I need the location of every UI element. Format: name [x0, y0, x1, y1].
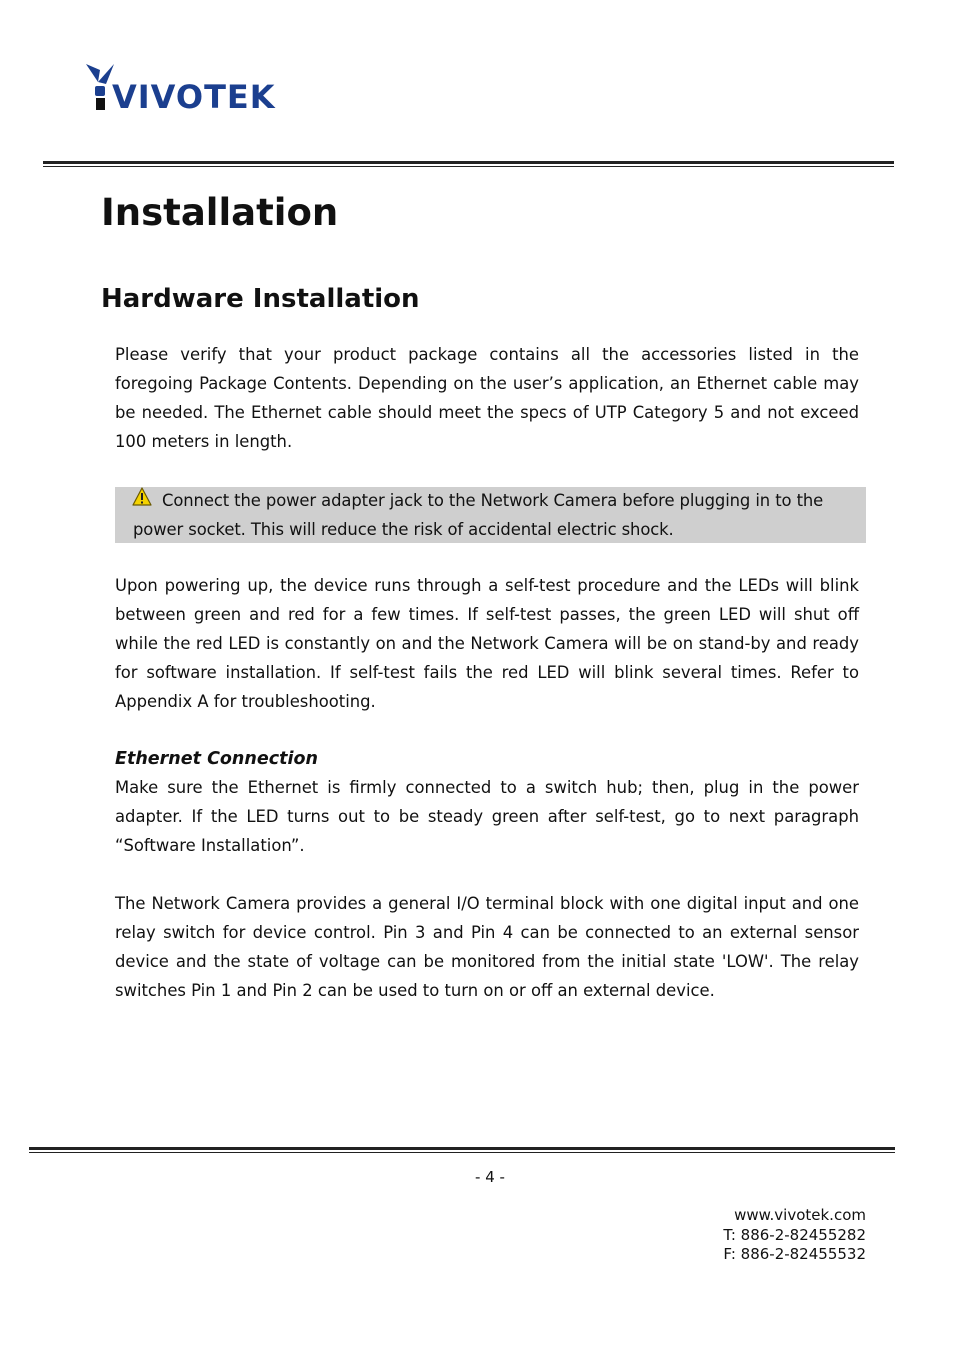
intro-paragraph: Please verify that your product package contains all the accessories listed in the foregoing Package Contents. Depending on the user’s application, an Ethernet cable may be needed. The Ethernet cable should meet the specs of UTP Category 5 and not exceed 100 meters in length.	[115, 345, 859, 451]
fax-number: F: 886-2-82455532	[723, 1245, 866, 1263]
phone-number: T: 886-2-82455282	[723, 1225, 866, 1244]
warning-text: Connect the power adapter jack to the Network Camera before plugging in to the power socket. This will reduce the risk of accidental electric shock.	[133, 491, 824, 539]
self-test-paragraph: Upon powering up, the device runs through a self-test procedure and the LEDs will blink between green and red for a few times. If self-test passes, the green LED will shut off while the red LED is constantly on and the Network Camera will be on stand-by and ready for software installation. If self-test fails the red LED will blink several times. Refer to Appendix A for troubleshooting.	[115, 576, 859, 711]
page-number: - 4 -	[475, 1168, 505, 1186]
ethernet-connection-heading: Ethernet Connection	[115, 749, 318, 769]
vivotek-logo	[84, 62, 294, 114]
io-terminal-paragraph: The Network Camera provides a general I/O terminal block with one digital input and one relay switch for device control. Pin 3 and Pin 4 can be connected to an external sensor device and the state of voltage can be monitored from the initial state 'LOW'. The relay switches Pin 1 and Pin 2 can be used to turn on or off an external device.	[115, 894, 859, 1000]
vivotek-bird-logo-icon	[84, 62, 294, 114]
website-link[interactable]: www.vivotek.com	[734, 1206, 866, 1224]
contact-info	[723, 1206, 866, 1265]
warning-box	[115, 487, 866, 543]
ethernet-paragraph: Make sure the Ethernet is firmly connected to a switch hub; then, plug in the power adapter. If the LED turns out to be steady green after self-test, go to next paragraph “Software Installation”.	[115, 778, 859, 855]
page-title: Installation	[101, 191, 339, 234]
svg-text:VIVOTEK: VIVOTEK	[112, 78, 276, 114]
section-title: Hardware Installation	[101, 284, 420, 314]
footer-divider	[29, 1147, 895, 1153]
header-divider	[43, 161, 894, 167]
